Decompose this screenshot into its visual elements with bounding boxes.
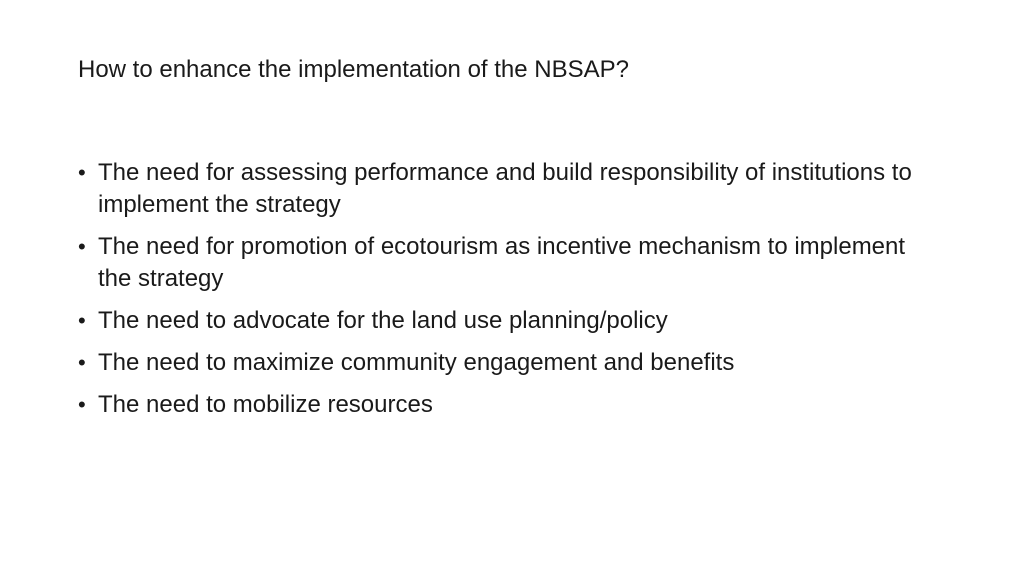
bullet-item <box>78 347 938 379</box>
slide-title: How to enhance the implementation of the NBSAP? <box>78 56 629 83</box>
bullet-text: The need for assessing performance and build responsibility of institutions to implement the strategy <box>98 159 912 218</box>
bullet-text: The need to maximize community engagement and benefits <box>98 349 735 376</box>
bullet-text: The need to advocate for the land use planning/policy <box>98 307 668 334</box>
bullet-text: The need to mobilize resources <box>98 391 433 418</box>
bullet-point-icon: • <box>78 160 86 185</box>
bullet-item <box>78 389 938 421</box>
bullet-item <box>78 157 938 221</box>
bullet-item <box>78 231 938 295</box>
bullet-point-icon: • <box>78 308 86 333</box>
bullet-point-icon: • <box>78 234 86 259</box>
bullet-text: The need for promotion of ecotourism as incentive mechanism to implement the strategy <box>98 233 906 292</box>
bullet-item <box>78 305 938 337</box>
bullet-point-icon: • <box>78 392 86 417</box>
bullet-list <box>78 157 938 431</box>
bullet-point-icon: • <box>78 350 86 375</box>
